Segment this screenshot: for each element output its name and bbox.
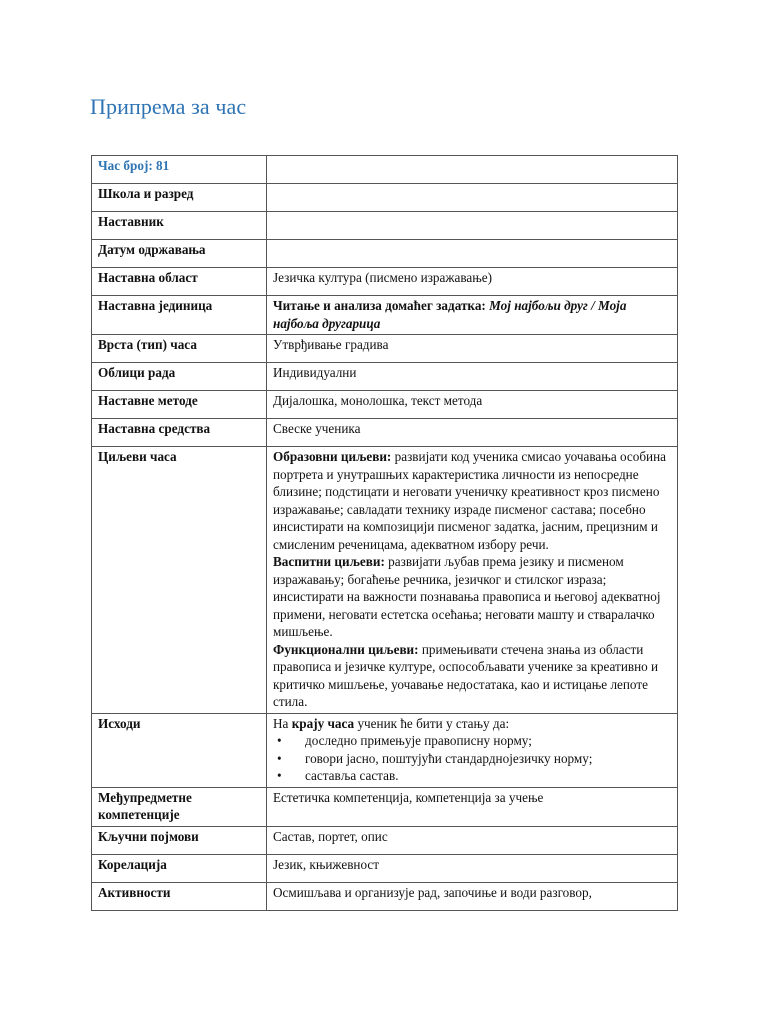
table-row (92, 335, 678, 363)
table-row (92, 363, 678, 391)
table-row (92, 240, 678, 268)
outcomes-label: Исходи (92, 713, 267, 787)
lesson-number-label: Час број: 81 (92, 156, 267, 184)
upbringing-goals-heading: Васпитни циљеви: (273, 554, 385, 569)
cross-curricular-value: Естетичка компетенција, компетенција за учење (267, 787, 678, 826)
functional-goals-heading: Функционални циљеви: (273, 641, 419, 657)
methods-label: Наставне методе (92, 391, 267, 419)
work-forms-label: Облици рада (92, 363, 267, 391)
lesson-number-value (267, 156, 678, 184)
teacher-label: Наставник (92, 212, 267, 240)
lesson-type-label: Врста (тип) часа (92, 335, 267, 363)
cross-curricular-label: Међупредметне компетенције (92, 787, 267, 826)
goals-label: Циљеви часа (92, 447, 267, 714)
outcomes-intro (273, 715, 671, 733)
resources-label: Наставна средства (92, 419, 267, 447)
outcomes-intro-prefix: На (273, 715, 289, 731)
goals-value (267, 447, 678, 714)
page-title: Припрема за час (90, 94, 247, 119)
work-forms-value: Индивидуални (267, 363, 678, 391)
resources-value: Свеске ученика (267, 419, 678, 447)
outcomes-intro-rest: ученик ће бити у стању да: (357, 715, 510, 731)
table-row (92, 184, 678, 212)
table-row (92, 826, 678, 854)
date-label: Датум одржавања (92, 240, 267, 268)
unit-value (267, 296, 678, 335)
list-item: • саставља састав. (289, 767, 671, 785)
school-grade-label: Школа и разред (92, 184, 267, 212)
table-row (92, 419, 678, 447)
functional-goals-text: примењивати стечена знања из области правописа и језичке културе, оспособљавати ученике за креативно и критичко мишљење, уочавање недостатака, као и истицање лепоте стила. (273, 641, 659, 709)
area-value: Језичка култура (писмено изражавање) (267, 268, 678, 296)
correlation-label: Корелација (92, 854, 267, 882)
key-terms-value: Састав, портет, опис (267, 826, 678, 854)
table-row (92, 713, 678, 787)
table-row (92, 854, 678, 882)
unit-title: Читање и анализа домаћег задатка: (273, 298, 486, 313)
upbringing-goals-text: развијати љубав према језику и писменом изражавању; богаћење речника, језичког и стилског израза; инсистирати на важности познавања правописа и његовој адекватној примени, неговати естетска осећања; неговати машту и стваралачко мишљење. (273, 554, 661, 639)
unit-label: Наставна јединица (92, 296, 267, 335)
area-label: Наставна област (92, 268, 267, 296)
teacher-value (267, 212, 678, 240)
unit-topic: Мој најбољи друг / Моја најбоља другарица (273, 298, 627, 331)
key-terms-label: Кључни појмови (92, 826, 267, 854)
lesson-type-value: Утврђивање градива (267, 335, 678, 363)
table-row (92, 212, 678, 240)
table-row (92, 787, 678, 826)
activities-label: Активности (92, 882, 267, 910)
outcomes-value (267, 713, 678, 787)
table-row (92, 296, 678, 335)
outcomes-intro-bold: крају часа (291, 715, 355, 731)
list-item: • говори јасно, поштујући стандарднојезичку норму; (289, 750, 671, 768)
list-item: • доследно примењује правописну норму; (289, 732, 671, 750)
outcomes-list (273, 732, 671, 785)
correlation-value: Језик, књижевност (267, 854, 678, 882)
activities-value: Осмишљава и организује рад, започиње и води разговор, (267, 882, 678, 910)
educational-goals-heading: Образовни циљеви: (273, 449, 392, 464)
educational-goals-text: развијати код ученика смисао уочавања особина портрета и унутрашњих карактеристика личности из непосредне близине; подстицати и неговати ученичку креативност кроз писмено изражавање; савладати технику израде писменог састава; посебно инсистирати на композицији писменог задатка, јасним, прецизним и смисленим реченицама, адекватном избору речи. (273, 449, 667, 552)
table-row (92, 268, 678, 296)
lesson-plan-table (91, 155, 678, 911)
school-grade-value (267, 184, 678, 212)
methods-value: Дијалошка, монолошка, текст метода (267, 391, 678, 419)
table-row (92, 156, 678, 184)
table-row (92, 447, 678, 714)
table-row (92, 882, 678, 910)
date-value (267, 240, 678, 268)
table-row (92, 391, 678, 419)
